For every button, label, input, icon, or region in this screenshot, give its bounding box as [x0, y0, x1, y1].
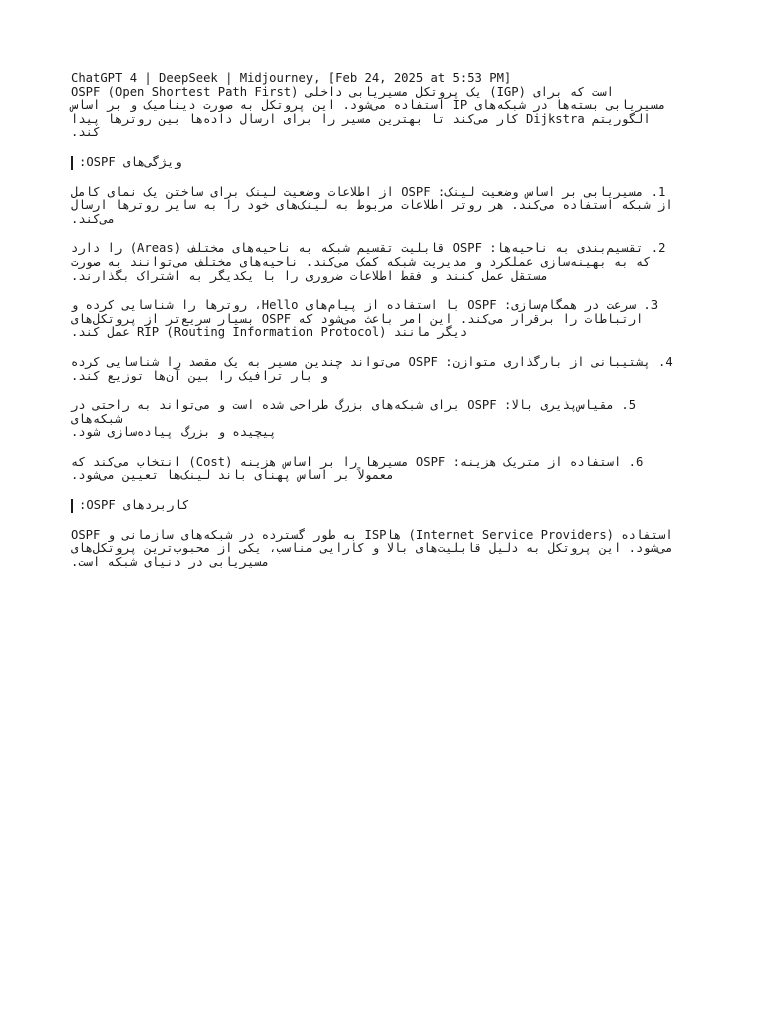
- feature-line: و بار ترافیک را بین آن‌ها توزیع کند.: [71, 368, 328, 383]
- feature-line: 3. سرعت در همگام‌سازی: OSPF با استفاده از پیام‌های Hello، روترها را شناسایی کرده و: [71, 298, 659, 313]
- feature-line: 1. مسیریابی بر اساس وضعیت لینک: OSPF از اطلاعات وضعیت لینک برای ساختن یک نمای کامل: [71, 184, 666, 199]
- source-line: ChatGPT 4 | DeepSeek | Midjourney, [Feb 24, 2025 at 5:53 PM]: [71, 71, 512, 85]
- feature-item-3: [71, 299, 693, 340]
- intro-paragraph: [71, 86, 693, 140]
- feature-line: معمولاً بر اساس پهنای باند لینک‌ها تعیین می‌شود.: [71, 468, 394, 483]
- feature-line: دیگر مانند RIP (Routing Information Protocol) عمل کند.: [71, 325, 468, 340]
- feature-line: 6. استفاده از متریک هزینه: OSPF مسیرها را بر اساس هزینه (Cost) انتخاب می‌کند که: [71, 454, 644, 469]
- intro-line: OSPF (Open Shortest Path First) یک پروتکل مسیریابی داخلی (IGP) است که برای: [71, 84, 615, 99]
- feature-item-2: [71, 242, 693, 283]
- feature-line: 2. تقسیم‌بندی به ناحیه‌ها: OSPF قابلیت تقسیم شبکه به ناحیه‌های مختلف (Areas) را دارد: [71, 241, 666, 256]
- feature-line: از شبکه استفاده می‌کند. هر روتر اطلاعات مربوط به لینک‌های خود را به سایر روترها ارسال: [71, 198, 673, 213]
- feature-item-1: [71, 186, 693, 227]
- document-page: [63, 71, 693, 585]
- feature-line: مستقل عمل کنند و فقط اطلاعات ضروری را با یکدیگر به اشتراک بگذارند.: [71, 268, 548, 283]
- feature-item-4: [71, 356, 693, 383]
- intro-line: مسیریابی بسته‌ها در شبکه‌های IP استفاده می‌شود. این پروتکل به صورت دینامیک و بر اساس: [71, 98, 666, 113]
- feature-line: ارتباطات را برقرار می‌کند. این امر باعث می‌شود که OSPF بسیار سریع‌تر از پروتکل‌های: [71, 311, 644, 326]
- intro-line: الگوریتم Dijkstra کار می‌کند تا بهترین مسیر را برای ارسال داده‌ها بین روترها پیدا: [71, 111, 651, 126]
- feature-line: که به بهینه‌سازی عملکرد و مدیریت شبکه کمک می‌کند. ناحیه‌های مختلف می‌توانند به صورت: [71, 254, 651, 269]
- feature-item-6: [71, 456, 693, 483]
- feature-line: پیچیده و بزرگ پیاده‌سازی شود.: [71, 425, 277, 440]
- features-heading: ویژگی‌های OSPF:: [71, 156, 693, 170]
- feature-item-5: [63, 398, 693, 440]
- feature-line: 5. مقیاس‌پذیری بالا: OSPF برای شبکه‌های بزرگ طراحی شده است و می‌تواند به راحتی در شبکه‌های: [63, 398, 637, 426]
- applications-line: می‌شود. این پروتکل به دلیل قابلیت‌های بالا و کارایی مناسب، یکی از محبوب‌ترین پروتکل‌های: [71, 541, 673, 556]
- applications-heading: کاربردهای OSPF:: [71, 499, 693, 513]
- applications-line: OSPF به طور گسترده در شبکه‌های سازمانی و ISPها (Internet Service Providers) استفاده: [71, 527, 673, 542]
- intro-line: کند.: [71, 125, 101, 140]
- applications-paragraph: [71, 529, 693, 570]
- applications-line: مسیریابی در دنیای شبکه است.: [71, 554, 270, 569]
- feature-line: 4. پشتیبانی از بارگذاری متوازن: OSPF می‌تواند چندین مسیر به یک مقصد را شناسایی کرده: [71, 354, 673, 369]
- feature-line: می‌کند.: [71, 211, 116, 226]
